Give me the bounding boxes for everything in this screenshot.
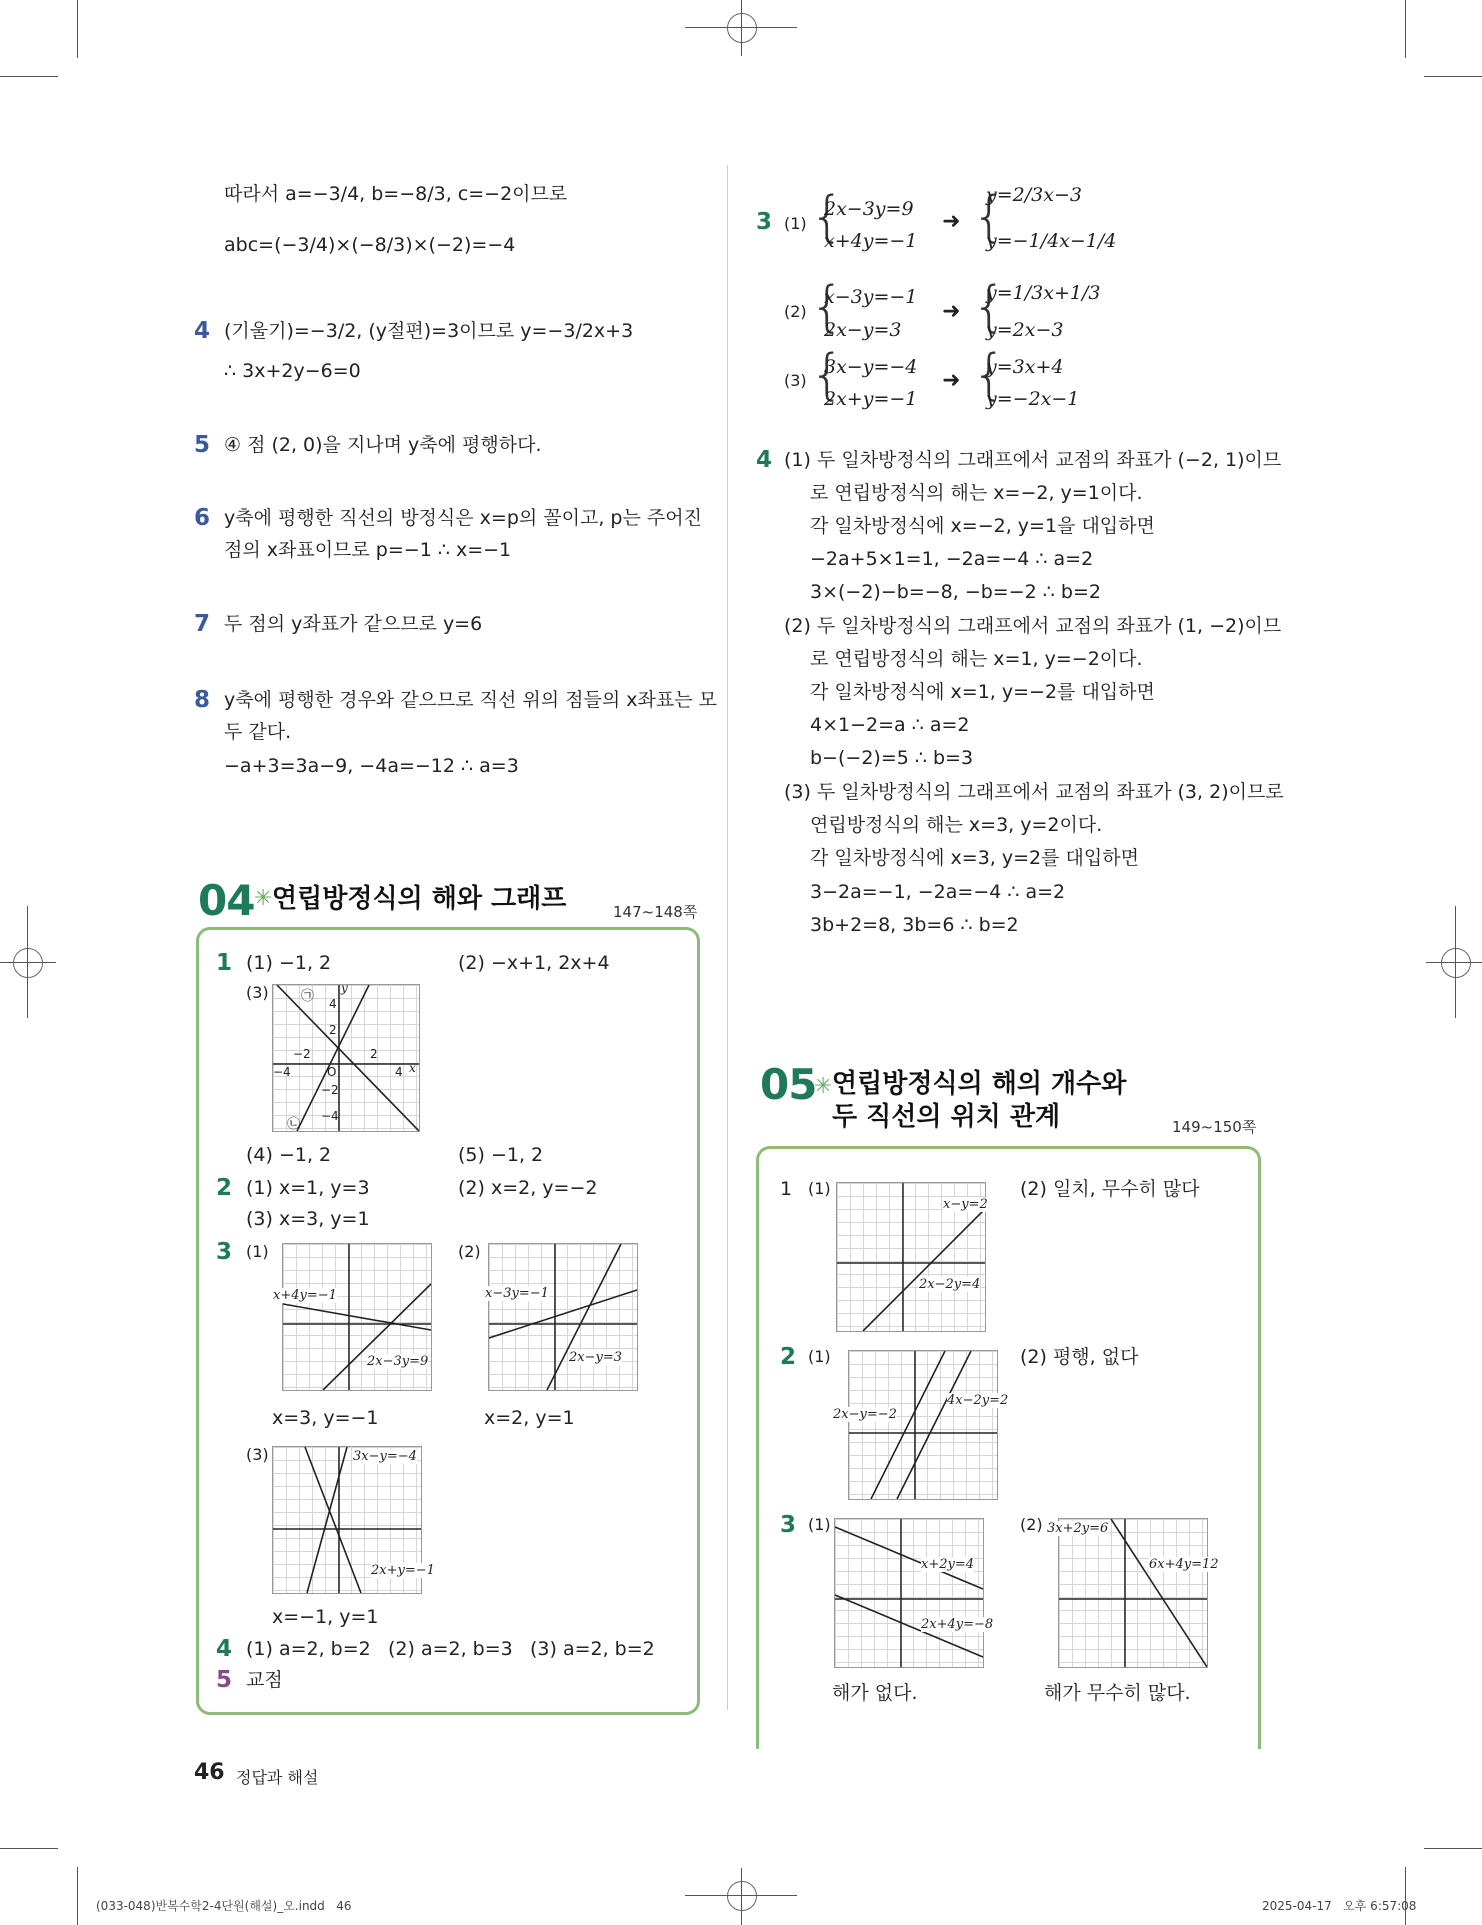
- answer-label: (1): [808, 1179, 831, 1198]
- answer-label: (3): [246, 983, 269, 1002]
- answer-text: (3) 두 일차방정식의 그래프에서 교점의 좌표가 (3, 2)이므로: [784, 781, 1284, 803]
- page-label: 정답과 해설: [236, 1768, 319, 1787]
- registration-mark: [1455, 906, 1456, 1018]
- answer-text: (2) a=2, b=3: [388, 1638, 513, 1660]
- registration-mark: [1441, 948, 1471, 978]
- answer-label: (2): [458, 1242, 481, 1261]
- tick-label: 2: [370, 1047, 378, 1061]
- problem-number: 4: [756, 447, 773, 473]
- equation: 2x−3y=9: [824, 198, 914, 220]
- answer-text: 각 일차방정식에 x=1, y=−2를 대입하면: [810, 681, 1155, 703]
- column-divider: [727, 165, 728, 1710]
- date-info: 2025-04-17 오후 6:57:08: [1262, 1899, 1417, 1913]
- tick-label: 4: [395, 1065, 403, 1079]
- problem-number: 3: [780, 1512, 797, 1538]
- arrow-icon: ➜: [942, 299, 961, 324]
- graph: [485, 1243, 638, 1391]
- problem-text: y축에 평행한 경우와 같으므로 직선 위의 점들의 x좌표는 모: [224, 689, 717, 711]
- graph-label: ㉡: [287, 1117, 301, 1132]
- answer-text: 3b+2=8, 3b=6 ∴ b=2: [810, 914, 1019, 936]
- answer-text: (3) x=3, y=1: [246, 1208, 370, 1230]
- answer-label: (1): [246, 1242, 269, 1261]
- answer-text: x=2, y=1: [484, 1407, 575, 1429]
- answer-text: (5) −1, 2: [458, 1144, 544, 1166]
- problem-number: 7: [194, 611, 211, 637]
- section-number: 04: [198, 876, 255, 925]
- answer-text: (2) 두 일차방정식의 그래프에서 교점의 좌표가 (1, −2)이므: [784, 615, 1282, 637]
- graph: [273, 1243, 432, 1391]
- intro-line: abc=(−3/4)×(−8/3)×(−2)=−4: [224, 234, 516, 256]
- crop-mark: [77, 1867, 78, 1925]
- answer-text: 교점: [246, 1669, 283, 1691]
- registration-mark: [727, 1881, 757, 1911]
- answer-text: 3−2a=−1, −2a=−4 ∴ a=2: [810, 881, 1066, 903]
- problem-number: 2: [216, 1175, 233, 1201]
- registration-mark: [741, 0, 742, 56]
- tick-label: 2: [329, 1023, 337, 1037]
- answer-text: 연립방정식의 해는 x=3, y=2이다.: [810, 814, 1103, 836]
- equation: x−3y=−1: [824, 286, 918, 308]
- answer-text: (1) x=1, y=3: [246, 1177, 370, 1199]
- equation: y=−1/4x−1/4: [986, 230, 1117, 252]
- problem-text: 점의 x좌표이므로 p=−1 ∴ x=−1: [224, 539, 512, 561]
- problem-number: 1: [780, 1178, 793, 1200]
- section-title: 연립방정식의 해와 그래프: [272, 884, 567, 914]
- asterisk-icon: ✳: [254, 886, 273, 911]
- equation-label: 3x+2y=6: [1047, 1521, 1109, 1536]
- problem-text: y축에 평행한 직선의 방정식은 x=p의 꼴이고, p는 주어진: [224, 507, 702, 529]
- origin-label: O: [327, 1065, 337, 1079]
- equation-label: 4x−2y=2: [947, 1393, 1009, 1408]
- tick-label: −2: [293, 1047, 311, 1061]
- answer-text: (2) 평행, 없다: [1020, 1346, 1139, 1368]
- answer-label: (2): [1020, 1515, 1043, 1534]
- crop-mark: [1424, 1848, 1482, 1849]
- answer-text: 3×(−2)−b=−8, −b=−2 ∴ b=2: [810, 581, 1101, 603]
- section-title: 연립방정식의 해의 개수와: [832, 1069, 1127, 1099]
- tick-label: 4: [329, 997, 337, 1011]
- section-number: 05: [760, 1060, 817, 1109]
- problem-number: 2: [780, 1344, 797, 1370]
- answer-text: x=−1, y=1: [272, 1606, 379, 1628]
- equation-label: x−3y=−1: [485, 1286, 549, 1301]
- tick-label: −2: [321, 1083, 339, 1097]
- problem-number: 3: [216, 1239, 233, 1265]
- page-number: 46: [194, 1760, 225, 1785]
- problem-number: 1: [216, 950, 233, 976]
- answer-text: 4×1−2=a ∴ a=2: [810, 714, 970, 736]
- graph: [836, 1182, 986, 1332]
- graph: [272, 1446, 435, 1594]
- equation-label: 2x−3y=9: [367, 1354, 429, 1369]
- equation-label: 6x+4y=12: [1149, 1557, 1219, 1572]
- equation: y=2/3x−3: [986, 184, 1082, 206]
- answer-text: (3) a=2, b=2: [530, 1638, 655, 1660]
- crop-mark: [1405, 1867, 1406, 1925]
- answer-label: (3): [246, 1445, 269, 1464]
- crop-mark: [77, 0, 78, 58]
- answer-text: (2) −x+1, 2x+4: [458, 952, 610, 974]
- answer-text: 해가 무수히 많다.: [1044, 1682, 1191, 1704]
- graph-label: ㉠: [301, 989, 315, 1004]
- axis-label: x: [409, 1061, 416, 1075]
- problem-number: 3: [756, 209, 773, 235]
- answer-text: (1) 두 일차방정식의 그래프에서 교점의 좌표가 (−2, 1)이므: [784, 449, 1282, 471]
- equation: y=1/3x+1/3: [986, 282, 1101, 304]
- equation-label: x+2y=4: [921, 1557, 975, 1572]
- graph: [833, 1350, 1009, 1500]
- answer-text: (4) −1, 2: [246, 1144, 332, 1166]
- part-label: (3): [784, 371, 807, 390]
- problem-text: (기울기)=−3/2, (y절편)=3이므로 y=−3/2x+3: [224, 320, 634, 342]
- part-label: (1): [784, 214, 807, 233]
- brace-icon: {: [810, 275, 845, 338]
- intro-line: 따라서 a=−3/4, b=−8/3, c=−2이므로: [224, 183, 568, 205]
- part-label: (2): [784, 302, 807, 321]
- answer-text: −2a+5×1=1, −2a=−4 ∴ a=2: [810, 548, 1094, 570]
- problem-text: 두 같다.: [224, 721, 292, 743]
- answer-text: b−(−2)=5 ∴ b=3: [810, 747, 974, 769]
- crop-mark: [0, 76, 58, 77]
- registration-mark: [727, 13, 757, 43]
- answer-text: x=3, y=−1: [272, 1407, 379, 1429]
- asterisk-icon: ✳: [814, 1074, 833, 1099]
- brace-icon: {: [972, 275, 1007, 338]
- registration-mark: [13, 948, 43, 978]
- brace-icon: {: [810, 185, 845, 248]
- tick-label: −4: [321, 1109, 339, 1123]
- equation-label: 2x−y=3: [569, 1350, 623, 1365]
- problem-text: ④ 점 (2, 0)을 지나며 y축에 평행하다.: [224, 434, 542, 456]
- answer-label: (1): [808, 1347, 831, 1366]
- brace-icon: {: [972, 185, 1007, 248]
- equation: y=2x−3: [986, 319, 1064, 341]
- equation-label: x−y=2: [943, 1197, 988, 1212]
- problem-number: 6: [194, 505, 211, 531]
- answer-text: (1) a=2, b=2: [246, 1638, 371, 1660]
- answer-label: (1): [808, 1515, 831, 1534]
- equation-label: x+4y=−1: [273, 1288, 337, 1303]
- equation: 2x+y=−1: [824, 388, 918, 410]
- equation-label: 2x−y=−2: [833, 1407, 897, 1422]
- problem-text: ∴ 3x+2y−6=0: [224, 360, 361, 382]
- brace-icon: {: [972, 343, 1007, 406]
- equation: y=−2x−1: [986, 388, 1080, 410]
- registration-mark: [1426, 962, 1482, 963]
- problem-number: 4: [216, 1636, 233, 1662]
- graph: [1047, 1518, 1219, 1668]
- answer-text: (1) −1, 2: [246, 952, 332, 974]
- section-title: 두 직선의 위치 관계: [832, 1102, 1061, 1132]
- graph: [834, 1518, 994, 1668]
- section-pages: 149~150쪽: [1172, 1118, 1257, 1136]
- problem-text: 두 점의 y좌표가 같으므로 y=6: [224, 613, 483, 635]
- tick-label: −4: [273, 1065, 291, 1079]
- equation-label: 2x+4y=−8: [921, 1617, 994, 1632]
- brace-icon: {: [810, 343, 845, 406]
- answer-text: (2) x=2, y=−2: [458, 1177, 598, 1199]
- problem-number: 8: [194, 687, 211, 713]
- arrow-icon: ➜: [942, 209, 961, 234]
- equation: 2x−y=3: [824, 319, 902, 341]
- crop-mark: [0, 1848, 58, 1849]
- answer-text: (2) 일치, 무수히 많다: [1020, 1178, 1200, 1200]
- problem-number: 5: [194, 432, 211, 458]
- answer-text: 각 일차방정식에 x=−2, y=1을 대입하면: [810, 515, 1155, 537]
- equation: x+4y=−1: [824, 230, 918, 252]
- problem-text: −a+3=3a−9, −4a=−12 ∴ a=3: [224, 755, 519, 777]
- registration-mark: [27, 906, 28, 1018]
- equation-label: 2x+y=−1: [371, 1563, 435, 1578]
- equation: y=3x+4: [986, 356, 1064, 378]
- answer-text: 로 연립방정식의 해는 x=1, y=−2이다.: [810, 648, 1143, 670]
- equation-label: 3x−y=−4: [353, 1449, 417, 1464]
- answer-text: 해가 없다.: [832, 1682, 918, 1704]
- section-pages: 147~148쪽: [613, 903, 698, 921]
- registration-mark: [0, 962, 56, 963]
- answer-text: 각 일차방정식에 x=3, y=2를 대입하면: [810, 847, 1139, 869]
- problem-number: 5: [216, 1667, 233, 1693]
- graph: [272, 981, 420, 1132]
- axis-label: y: [341, 981, 348, 995]
- equation-label: 2x−2y=4: [919, 1277, 981, 1292]
- answer-text: 로 연립방정식의 해는 x=−2, y=1이다.: [810, 482, 1143, 504]
- equation: 3x−y=−4: [824, 356, 918, 378]
- problem-number: 4: [194, 318, 211, 344]
- crop-mark: [1424, 76, 1482, 77]
- registration-mark: [741, 1868, 742, 1925]
- arrow-icon: ➜: [942, 368, 961, 393]
- crop-mark: [1405, 0, 1406, 58]
- file-info: (033-048)반복수학2-4단원(해설)_오.indd 46: [96, 1899, 352, 1913]
